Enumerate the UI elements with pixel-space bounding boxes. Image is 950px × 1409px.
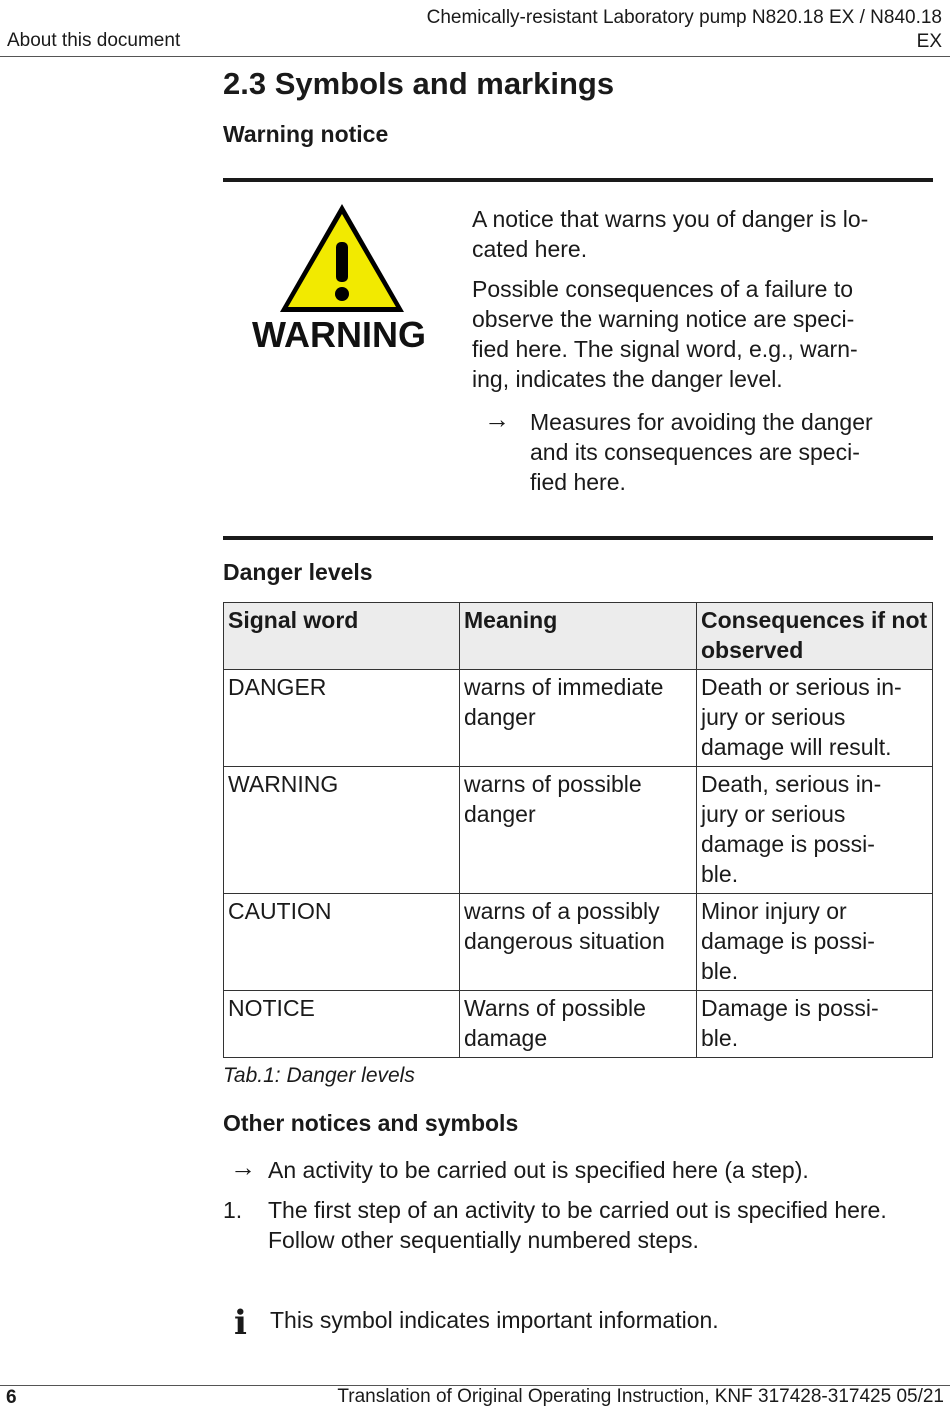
meaning-cell: warns of possible danger — [460, 767, 697, 894]
header-product-title — [427, 6, 942, 54]
table-row — [224, 767, 933, 894]
paragraph-2-line-1: Possible consequences of a failure to — [472, 276, 854, 302]
warning-triangle-icon — [278, 202, 406, 314]
column-header-signal-word: Signal word — [224, 603, 460, 670]
consequence-cell: Death, serious in- jury or serious damage is possi- ble. — [697, 767, 933, 894]
consequence-cell: Damage is possi- ble. — [697, 991, 933, 1058]
danger-levels-table — [223, 602, 933, 1058]
warning-notice-heading: Warning notice — [223, 121, 389, 147]
page-title: 2.3 Symbols and markings — [223, 66, 615, 101]
danger-levels-heading: Danger levels — [223, 559, 373, 585]
footer-document-reference: Translation of Original Operating Instruction, KNF 317428-317425 05/21 — [337, 1386, 944, 1407]
header-divider — [0, 56, 950, 57]
table-caption: Tab.1: Danger levels — [223, 1064, 415, 1087]
meaning-cell: warns of immediate danger — [460, 670, 697, 767]
meaning-cell: Warns of possible damage — [460, 991, 697, 1058]
activity-step-text: An activity to be carried out is specified here (a step). — [268, 1157, 809, 1183]
header-section-title: About this document — [7, 30, 181, 51]
consequence-cell: Death or serious in- jury or serious damage will result. — [697, 670, 933, 767]
consequence-cell: Minor injury or damage is possi- ble. — [697, 894, 933, 991]
measures-line-2: and its consequences are speci- — [530, 439, 860, 465]
numbered-step-line-1: The first step of an activity to be carried out is specified here. — [268, 1197, 887, 1223]
header-product-line-1: Chemically-resistant Laboratory pump N820.18 EX / N840.18 — [426, 7, 942, 28]
warning-bottom-rule — [223, 536, 933, 540]
other-notices-heading: Other notices and symbols — [223, 1110, 519, 1136]
paragraph-2-line-4: ing, indicates the danger level. — [472, 366, 783, 392]
page-number: 6 — [6, 1387, 17, 1408]
warning-notice-paragraph-1 — [472, 204, 932, 264]
arrow-right-icon: → — [484, 404, 510, 434]
numbered-step-line-2: Follow other sequentially numbered steps. — [268, 1227, 699, 1253]
measures-line-1: Measures for avoiding the danger — [530, 409, 873, 435]
signal-word-cell: WARNING — [224, 767, 460, 894]
signal-word-cell: DANGER — [224, 670, 460, 767]
table-row — [224, 670, 933, 767]
paragraph-2-line-3: fied here. The signal word, e.g., warn- — [472, 336, 858, 362]
column-header-consequences: Consequences if not observed — [697, 603, 933, 670]
table-row — [224, 894, 933, 991]
table-row — [224, 991, 933, 1058]
arrow-right-icon: → — [230, 1152, 256, 1182]
warning-measures-text — [530, 407, 930, 497]
warning-top-rule — [223, 178, 933, 182]
signal-word-cell: CAUTION — [224, 894, 460, 991]
warning-symbol-word: WARNING — [252, 314, 426, 355]
paragraph-1-line-2: cated here. — [472, 236, 588, 262]
info-icon: i — [234, 1303, 247, 1343]
signal-word-cell: NOTICE — [224, 991, 460, 1058]
warning-notice-paragraph-2 — [472, 274, 932, 394]
step-number: 1. — [223, 1197, 243, 1223]
paragraph-2-line-2: observe the warning notice are speci- — [472, 306, 855, 332]
info-text: This symbol indicates important information. — [270, 1307, 719, 1333]
measures-line-3: fied here. — [530, 469, 626, 495]
table-header-row — [224, 603, 933, 670]
column-header-meaning: Meaning — [460, 603, 697, 670]
header-product-line-2: EX — [916, 31, 942, 52]
paragraph-1-line-1: A notice that warns you of danger is lo- — [472, 206, 869, 232]
meaning-cell: warns of a possibly dangerous situation — [460, 894, 697, 991]
numbered-step-text — [268, 1195, 928, 1255]
